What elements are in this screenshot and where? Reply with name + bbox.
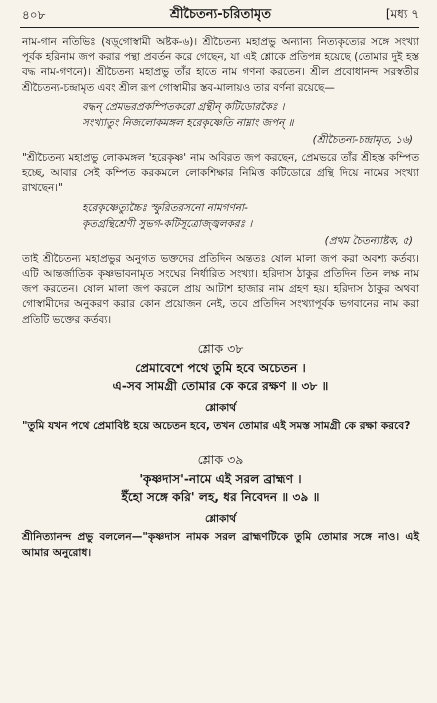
book-title: শ্রীচৈতন্য-চরিতামৃত xyxy=(169,7,272,22)
verse-reference-1: (শ্রীচৈতন্য-চন্দ্রামৃত, ১৬) xyxy=(312,133,413,146)
sloka-38-line: এ-সব সামগ্রী তোমার কে করে রক্ষণ ॥ ৩৮ ॥ xyxy=(112,379,329,394)
sloka-39-translation: শ্রীনিত্যানন্দ প্রভু বললেন—"কৃষ্ণদাস নামক সরল ব্রাহ্মণটিকে তুমি তোমার সঙ্গে নাও। এই আমার অনুরোধ। xyxy=(22,531,419,559)
verse-reference-2: (প্রথম চৈতন্যাষ্টক, ৫) xyxy=(324,234,413,247)
sanskrit-verse-2 xyxy=(82,200,419,232)
sloka-39-line: ইঁহো সঙ্গে করি' লহ, ধর নিবেদন ॥ ৩৯ ॥ xyxy=(121,489,320,504)
page-body xyxy=(22,35,419,561)
page-number: ৪০৮ xyxy=(22,8,46,22)
verse-line: কৃতগ্রন্থিশ্রেণী সুভগ-কটিসূত্রোজ্জ্বলকরঃ । xyxy=(82,217,253,230)
verse-line: সংখ্যাতুং নিজলোকমঙ্গল হরেকৃষ্ণেতি নাম্নাং জপন্ ॥ xyxy=(82,116,294,129)
sloka-38-heading: শ্লোক ৩৮ xyxy=(197,340,244,356)
purport-paragraph-1: নাম-গান নতিভিঃ (ষড়্‌গোস্বামী অষ্টক-৬)। শ্রীচৈতন্য মহাপ্রভু অন্যান্য নিত্যকৃত্যের সঙ্গে সংখ্যা পূর্বক হরিনাম জপ করার পন্থা প্রবর্তন করে গেছেন, যা এই শ্লোকে প্রতিপন্ন হয়েছে (তোমার দুই হস্ত বদ্ধ নাম-গণনে)। শ্রীচৈতন্য মহাপ্রভু তাঁর হাতে নাম গণনা করতেন। শ্রীল প্রবোধানন্দ সরস্বতীর শ্রীচৈতন্য-চন্দ্রামৃত এবং শ্রীল রূপ গোস্বামীর স্তব-মালায়ও তার বর্ণনা রয়েছে— xyxy=(22,36,419,94)
sloka-39-line: 'কৃষ্ণদাস'-নামে এই সরল ব্রাহ্মণ । xyxy=(139,471,302,486)
header-rule xyxy=(20,27,419,28)
verse-line: বদ্ধন্ প্রেমভরপ্রকম্পিতকরো গ্রন্থীন্ কটিডোরকৈঃ । xyxy=(82,100,285,113)
chapter-label: [মধ্য ৭ xyxy=(385,7,419,21)
sloka-38-translation: "তুমি যখন পথে প্রেমাবিষ্ট হয়ে অচেতন হবে, তখন তোমার এই সমস্ত সামগ্রী কে রক্ষা করবে? xyxy=(22,420,411,433)
page-header xyxy=(22,3,419,25)
sloka-39-meaning-heading: শ্লোকার্থ xyxy=(204,512,237,525)
sloka-39-heading: শ্লোক ৩৯ xyxy=(197,451,244,467)
purport-paragraph-2: "শ্রীচৈতন্য মহাপ্রভু লোকমঙ্গল 'হরেকৃষ্ণ' নাম অবিরত জপ করছেন, প্রেমভরে তাঁর শ্রীহস্ত কম্পিত হচ্ছে, আবার সেই কম্পিত করকমলে লোকশিক্ষার নিমিত্ত কটিডোরে গ্রন্থি দিয়ে নামের সংখ্যা রাখছেন।" xyxy=(22,152,419,195)
sloka-38-line: প্রেমাবেশে পথে তুমি হবে অচেতন । xyxy=(135,361,306,376)
sloka-38-meaning-heading: শ্লোকার্থ xyxy=(204,402,237,415)
verse-line: হরেকৃষ্ণেত্যুচ্চৈঃ স্ফুরিতরসনো নামগণনা- xyxy=(82,201,248,214)
sanskrit-verse-1 xyxy=(82,99,419,131)
purport-paragraph-3: তাই শ্রীচৈতন্য মহাপ্রভুর অনুগত ভক্তদের প্রতিদিন অন্ততঃ ষোল মালা জপ করা অবশ্য কর্তব্য। এটি আন্তর্জাতিক কৃষ্ণভাবনামৃত সংঘের নির্ধারিত সংখ্যা। হরিদাস ঠাকুর প্রতিদিন তিন লক্ষ নাম জপ করতেন। ষোল মালা জপ করলে প্রায় আটাশ হাজার নাম গ্রহণ হয়। হরিদাস ঠাকুর অথবা গোস্বামীদের অনুকরণ করার কোন প্রয়োজন নেই, তবে প্রতিদিন সংখ্যাপূর্বক ভগবানের নাম করা প্রতিটি ভক্তের কর্তব্য। xyxy=(22,252,419,326)
